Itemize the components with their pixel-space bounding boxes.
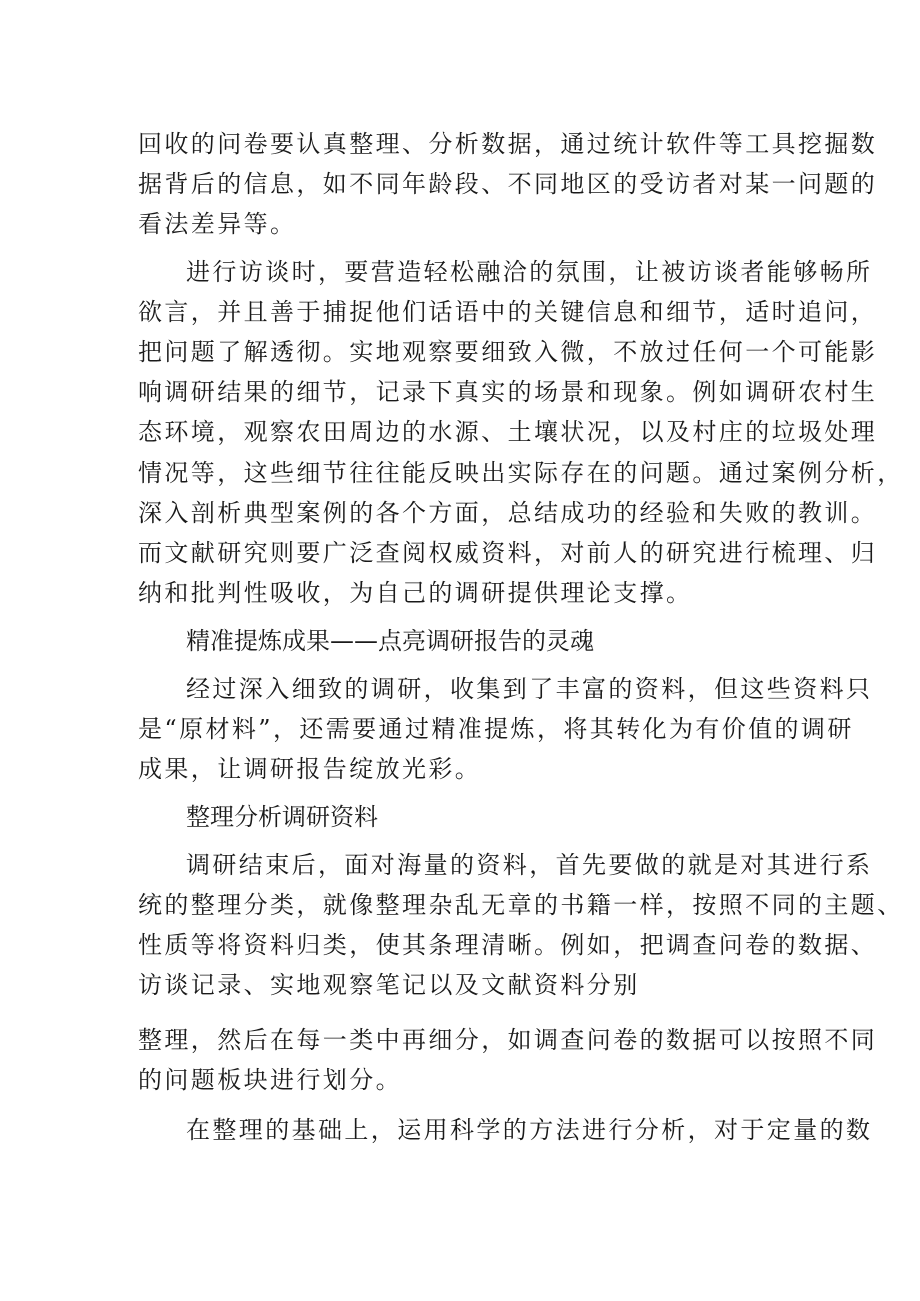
paragraph-line: 而文献研究则要广泛查阅权威资料，对前人的研究进行梳理、归 (138, 539, 878, 567)
paragraph-line: 据背后的信息，如不同年龄段、不同地区的受访者对某一问题的 (138, 170, 878, 198)
paragraph-line: 统的整理分类，就像整理杂乱无章的书籍一样，按照不同的主题、 (138, 891, 904, 919)
paragraph-line: 看法差异等。 (138, 210, 297, 238)
paragraph-line: 欲言，并且善于捕捉他们话语中的关键信息和细节，适时追问， (138, 298, 878, 326)
section-heading: 精准提炼成果——点亮调研报告的灵魂 (186, 627, 594, 655)
paragraph-line: 是“原材料”，还需要通过精准提炼，将其转化为有价值的调研 (138, 715, 854, 743)
paragraph-line: 态环境，观察农田周边的水源、土壤状况，以及村庄的垃圾处理 (138, 418, 878, 446)
paragraph-line: 进行访谈时，要营造轻松融洽的氛围，让被访谈者能够畅所 (186, 258, 873, 286)
paragraph-line: 在整理的基础上，运用科学的方法进行分析，对于定量的数 (186, 1116, 873, 1144)
paragraph-line: 成果，让调研报告绽放光彩。 (138, 755, 482, 783)
paragraph-line: 深入剖析典型案例的各个方面，总结成功的经验和失败的教训。 (138, 499, 878, 527)
paragraph-line: 性质等将资料归类，使其条理清晰。例如，把调查问卷的数据、 (138, 931, 878, 959)
paragraph-line: 响调研结果的细节，记录下真实的场景和现象。例如调研农村生 (138, 378, 878, 406)
paragraph-line: 把问题了解透彻。实地观察要细致入微，不放过任何一个可能影 (138, 338, 878, 366)
paragraph-line: 经过深入细致的调研，收集到了丰富的资料，但这些资料只 (186, 675, 873, 703)
subsection-heading: 整理分析调研资料 (186, 803, 378, 831)
paragraph-line: 调研结束后，面对海量的资料，首先要做的就是对其进行系 (186, 851, 873, 879)
paragraph-line: 的问题板块进行划分。 (138, 1066, 402, 1094)
paragraph-line: 情况等，这些细节往往能反映出实际存在的问题。通过案例分析， (138, 459, 904, 487)
paragraph-line: 整理，然后在每一类中再细分，如调查问卷的数据可以按照不同 (138, 1026, 878, 1054)
paragraph-line: 访谈记录、实地观察笔记以及文献资料分别 (138, 971, 640, 999)
paragraph-line: 纳和批判性吸收，为自己的调研提供理论支撑。 (138, 579, 693, 607)
paragraph-line: 回收的问卷要认真整理、分析数据，通过统计软件等工具挖掘数 (138, 130, 878, 158)
